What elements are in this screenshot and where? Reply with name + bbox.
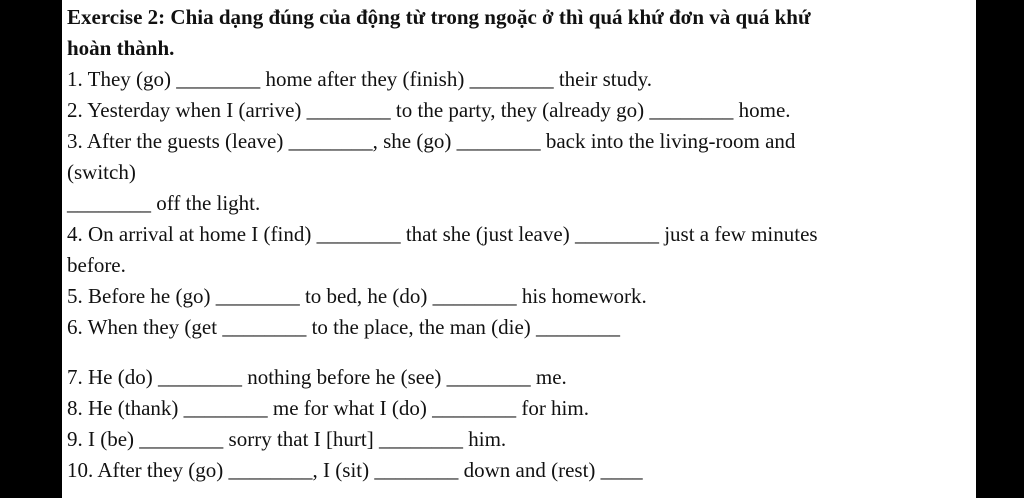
exercise-line-2: 2. Yesterday when I (arrive) ________ to the party, they (already go) ________ home.: [67, 98, 791, 122]
exercise-line-3-cont-b: ________ off the light.: [67, 191, 261, 215]
document-page: [62, 0, 976, 498]
exercise-text: [67, 0, 972, 486]
exercise-line-9: 9. I (be) ________ sorry that I [hurt] ________ him.: [67, 427, 507, 451]
exercise-line-6: 6. When they (get ________ to the place, the man (die) ________: [67, 315, 621, 339]
exercise-line-7: 7. He (do) ________ nothing before he (see) ________ me.: [67, 365, 567, 389]
exercise-line-10: 10. After they (go) ________, I (sit) ________ down and (rest) ____: [67, 458, 643, 482]
exercise-title-line-2: hoàn thành.: [67, 36, 175, 60]
exercise-title-line-1: Exercise 2: Chia dạng đúng của động từ trong ngoặc ở thì quá khứ đơn và quá khứ: [67, 5, 811, 29]
exercise-line-1: 1. They (go) ________ home after they (finish) ________ their study.: [67, 67, 652, 91]
exercise-line-8: 8. He (thank) ________ me for what I (do) ________ for him.: [67, 396, 589, 420]
exercise-line-5: 5. Before he (go) ________ to bed, he (do) ________ his homework.: [67, 284, 647, 308]
exercise-line-4-cont: before.: [67, 253, 126, 277]
exercise-heading: [67, 0, 972, 64]
exercise-line-4: 4. On arrival at home I (find) ________ that she (just leave) ________ just a few minutes: [67, 222, 818, 246]
exercise-line-3-cont-a: (switch): [67, 160, 136, 184]
exercise-line-3: 3. After the guests (leave) ________, she (go) ________ back into the living-room and: [67, 129, 796, 153]
